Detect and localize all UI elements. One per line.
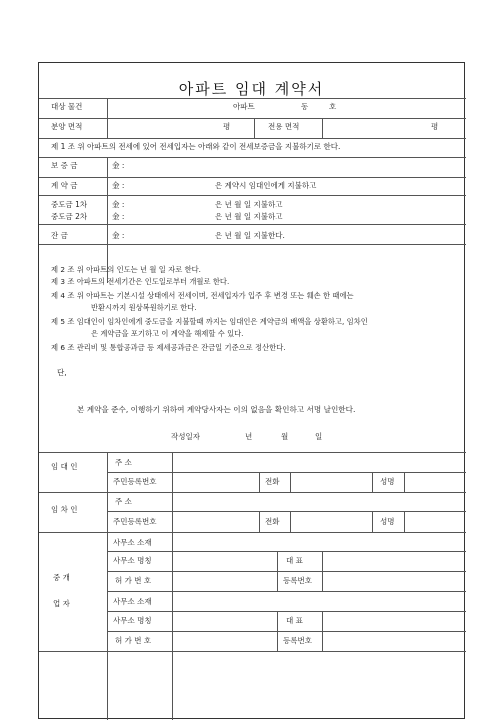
- mid1-value: 金 :: [112, 200, 125, 209]
- contract-title: 아파트 임대 계약서: [178, 80, 325, 98]
- lessee-name: 성명: [380, 517, 395, 526]
- area-unit2: 평: [431, 122, 439, 131]
- confirm-text: 본 계약을 준수, 이행하기 위하여 계약당사자는 이의 없음을 확인하고 서명 날인한다.: [77, 405, 356, 414]
- mid1-note: 은 년 월 일 지불하고: [215, 200, 283, 209]
- agent1-office-name: 사무소 명칭: [113, 556, 152, 565]
- lessee-phone: 전화: [265, 517, 280, 526]
- lessor-phone: 전화: [265, 477, 280, 486]
- note-dan: 단,: [57, 368, 67, 377]
- deposit-value: 金 :: [112, 161, 125, 170]
- area-unit1: 평: [223, 122, 231, 131]
- agent2-rep: 대 표: [286, 616, 303, 625]
- contract-note: 은 계약시 임대인에게 지불하고: [215, 181, 317, 190]
- agent1-reg: 등록번호: [283, 576, 312, 585]
- clause-1: 제 1 조 위 아파트의 전세에 있어 전세입자는 아래와 같이 전세보증금을 지불하기로 한다.: [51, 142, 341, 151]
- lessee-address: 주 소: [115, 497, 132, 506]
- object-apt: 아파트: [233, 102, 255, 111]
- lessor-id: 주민등록번호: [113, 477, 157, 486]
- lessor-address: 주 소: [115, 458, 132, 467]
- mid2-label: 중도금 2차: [51, 212, 88, 221]
- deposit-label: 보 증 금: [51, 161, 78, 170]
- agent2-office-addr: 사무소 소재: [113, 597, 152, 606]
- object-ho: 호: [329, 102, 337, 111]
- contract-label: 계 약 금: [51, 181, 78, 190]
- clause-4: 제 4 조 위 아파트는 기본시설 상태에서 전세이며, 전세입자가 입주 후 변경 또는 훼손 한 때에는: [51, 291, 354, 300]
- area-label2: 전용 면적: [268, 122, 300, 131]
- contract-value: 金 :: [112, 181, 125, 190]
- lessee-label: 임 차 인: [51, 505, 78, 514]
- date-day: 일: [315, 432, 323, 441]
- contract-page: [38, 62, 465, 719]
- area-label: 분양 면적: [51, 122, 83, 131]
- clause-6: 제 6 조 관리비 및 통합공과금 등 제세공과금은 잔금일 기준으로 정산한다.: [51, 343, 286, 352]
- clause-3: 제 3 조 아파트의 전세기간은 인도일로부터 개월로 한다.: [51, 277, 230, 286]
- lessor-name: 성명: [380, 477, 395, 486]
- mid2-note: 은 년 월 일 지불하고: [215, 212, 283, 221]
- agent1-office-addr: 사무소 소재: [113, 538, 152, 547]
- agent2-reg: 등록번호: [283, 636, 312, 645]
- agent1-license: 허 가 번 호: [115, 576, 152, 585]
- clause-5-cont: 은 계약금을 포기하고 이 계약을 해제할 수 있다.: [91, 329, 244, 338]
- date-month: 월: [281, 432, 289, 441]
- agent2-office-name: 사무소 명칭: [113, 616, 152, 625]
- date-year: 년: [245, 432, 253, 441]
- mid1-label: 중도금 1차: [51, 200, 88, 209]
- clause-4-cont: 반환시까지 원상복원하기로 한다.: [91, 303, 197, 312]
- balance-value: 金 :: [112, 231, 125, 240]
- balance-label: 잔 금: [51, 231, 68, 240]
- agent2-license: 허 가 번 호: [115, 636, 152, 645]
- lessor-label: 임 대 인: [51, 462, 78, 471]
- lessee-id: 주민등록번호: [113, 517, 157, 526]
- object-label: 대상 물건: [51, 102, 83, 111]
- clause-5: 제 5 조 임대인이 임차인에게 중도금을 지불할때 까지는 임대인은 계약금의 배액을 상환하고, 임차인: [51, 317, 368, 326]
- agent-label-1: 중 개: [53, 573, 70, 582]
- agent1-rep: 대 표: [286, 556, 303, 565]
- date-label: 작성일자: [171, 432, 200, 441]
- mid2-value: 金 :: [112, 212, 125, 221]
- agent-label-2: 업 자: [53, 599, 70, 608]
- divider: [39, 98, 466, 99]
- object-dong: 동: [301, 102, 309, 111]
- clause-2: 제 2 조 위 아파트의 인도는 년 월 일 자로 한다.: [51, 265, 201, 274]
- balance-note: 은 년 월 일 지불한다.: [215, 231, 285, 240]
